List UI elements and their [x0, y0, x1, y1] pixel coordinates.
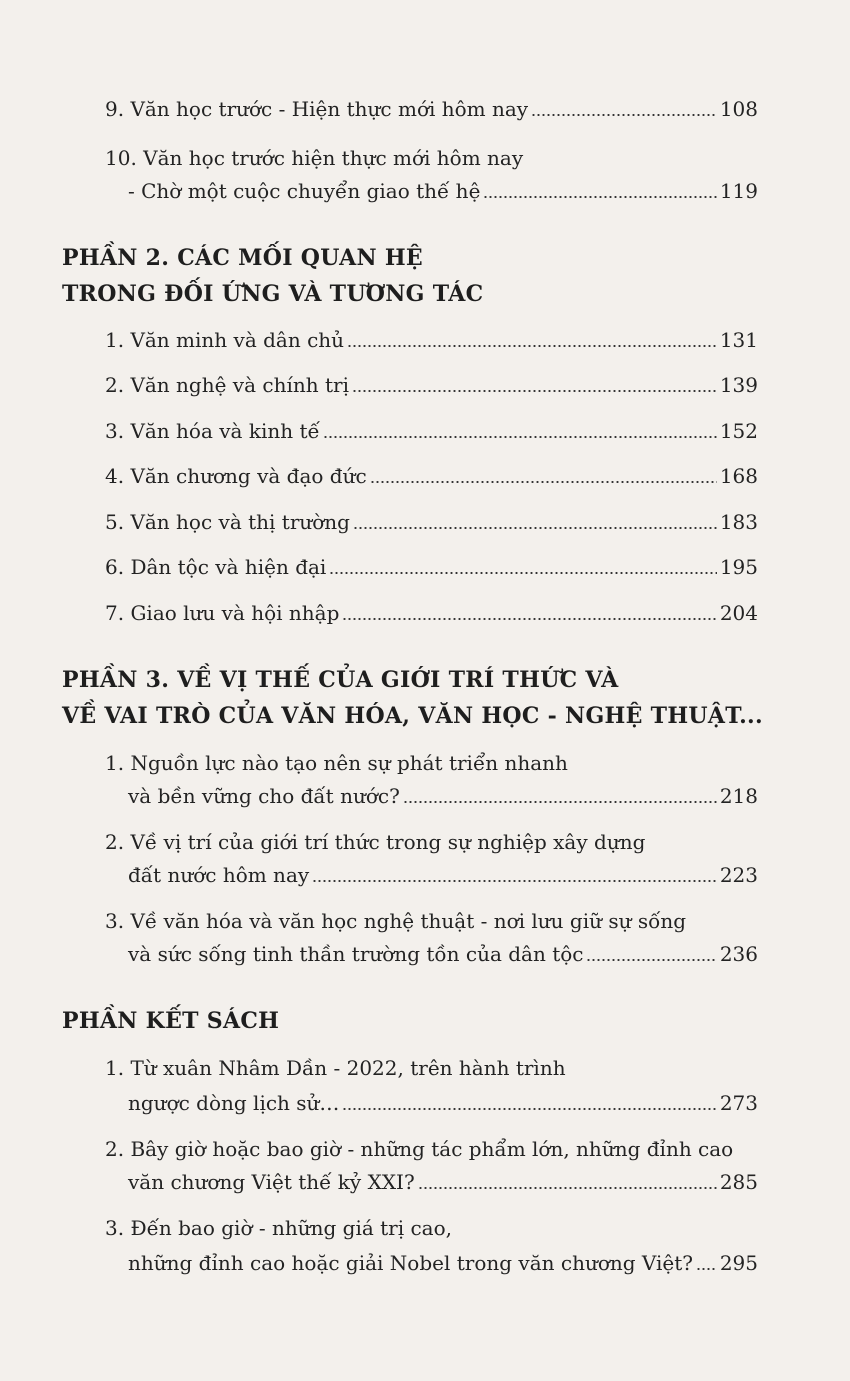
entry-title: 1. Văn minh và dân chủ	[105, 328, 345, 352]
toc-line	[128, 862, 758, 888]
page-number: 152	[719, 419, 758, 443]
toc-line	[105, 600, 758, 626]
leader-dots	[342, 1107, 716, 1111]
leader-dots	[418, 1186, 717, 1190]
part-heading: PHẦN 2. CÁC MỐI QUAN HỆ	[62, 245, 423, 271]
toc-line	[105, 750, 568, 776]
part-heading: PHẦN 3. VỀ VỊ THẾ CỦA GIỚI TRÍ THỨC VÀ	[62, 667, 619, 693]
entry-title: 3. Đến bao giờ - những giá trị cao,	[105, 1216, 453, 1240]
entry-title: 7. Giao lưu và hội nhập	[105, 601, 340, 625]
entry-title-cont: và bền vững cho đất nước?	[128, 784, 400, 808]
entry-title-cont: văn chương Việt thế kỷ XXI?	[128, 1170, 415, 1194]
page-number: 108	[719, 97, 758, 121]
leader-dots	[323, 435, 717, 439]
page-number: 223	[719, 863, 758, 887]
entry-title-cont: - Chờ một cuộc chuyển giao thế hệ	[128, 179, 481, 203]
toc-line	[128, 941, 758, 967]
leader-dots	[342, 617, 716, 621]
leader-dots	[696, 1267, 717, 1271]
entry-title: 1. Từ xuân Nhâm Dần - 2022, trên hành trình	[105, 1056, 566, 1080]
toc-line	[105, 372, 758, 398]
page-number: 295	[719, 1251, 758, 1275]
leader-dots	[352, 389, 717, 393]
page-number: 139	[719, 373, 758, 397]
part-heading: PHẦN KẾT SÁCH	[62, 1008, 280, 1034]
toc-line	[128, 1169, 758, 1195]
part-heading: TRONG ĐỐI ỨNG VÀ TƯƠNG TÁC	[62, 281, 484, 307]
toc-line	[105, 1215, 452, 1241]
entry-title: 5. Văn học và thị trường	[105, 510, 350, 534]
leader-dots	[586, 958, 716, 962]
page-number: 131	[719, 328, 758, 352]
toc-line	[105, 96, 758, 122]
entry-title: 10. Văn học trước hiện thực mới hôm nay	[105, 146, 524, 170]
entry-title: 6. Dân tộc và hiện đại	[105, 555, 327, 579]
toc-line	[105, 554, 758, 580]
toc-line	[105, 418, 758, 444]
leader-dots	[329, 571, 716, 575]
toc-line	[105, 1055, 566, 1081]
entry-title-cont: những đỉnh cao hoặc giải Nobel trong văn chương Việt?	[128, 1251, 694, 1275]
entry-title: 3. Về văn hóa và văn học nghệ thuật - nơi lưu giữ sự sống	[105, 909, 687, 933]
toc-line	[105, 145, 523, 171]
entry-title: 2. Về vị trí của giới trí thức trong sự nghiệp xây dựng	[105, 830, 646, 854]
part-heading: VỀ VAI TRÒ CỦA VĂN HÓA, VĂN HỌC - NGHỆ THUẬT...	[62, 703, 763, 729]
leader-dots	[347, 344, 717, 348]
entry-title: 2. Văn nghệ và chính trị	[105, 373, 349, 397]
leader-dots	[403, 800, 717, 804]
page-number: 236	[719, 942, 758, 966]
toc-line	[128, 1250, 758, 1276]
toc-line	[128, 783, 758, 809]
page-number: 119	[719, 179, 758, 203]
page-number: 195	[719, 555, 758, 579]
toc-line	[128, 178, 758, 204]
leader-dots	[531, 113, 717, 117]
page-number: 285	[719, 1170, 758, 1194]
leader-dots	[483, 195, 716, 199]
leader-dots	[353, 526, 717, 530]
entry-title-cont: đất nước hôm nay	[128, 863, 310, 887]
entry-title: 4. Văn chương và đạo đức	[105, 464, 367, 488]
entry-title: 1. Nguồn lực nào tạo nên sự phát triển nhanh	[105, 751, 568, 775]
toc-line	[105, 908, 686, 934]
entry-title: 2. Bây giờ hoặc bao giờ - những tác phẩm lớn, những đỉnh cao	[105, 1137, 734, 1161]
page-number: 204	[719, 601, 758, 625]
toc-line	[128, 1090, 758, 1116]
toc-line	[105, 829, 645, 855]
toc-line	[105, 463, 758, 489]
entry-title: 3. Văn hóa và kinh tế	[105, 419, 320, 443]
page-number: 218	[719, 784, 758, 808]
page-number: 183	[719, 510, 758, 534]
toc-line	[105, 327, 758, 353]
entry-title: 9. Văn học trước - Hiện thực mới hôm nay	[105, 97, 529, 121]
entry-title-cont: và sức sống tinh thần trường tồn của dân tộc	[128, 942, 584, 966]
page-number: 168	[719, 464, 758, 488]
leader-dots	[312, 879, 717, 883]
entry-title-cont: ngược dòng lịch sử…	[128, 1091, 340, 1115]
toc-line	[105, 509, 758, 535]
toc-line	[105, 1136, 733, 1162]
leader-dots	[370, 480, 717, 484]
page-number: 273	[719, 1091, 758, 1115]
